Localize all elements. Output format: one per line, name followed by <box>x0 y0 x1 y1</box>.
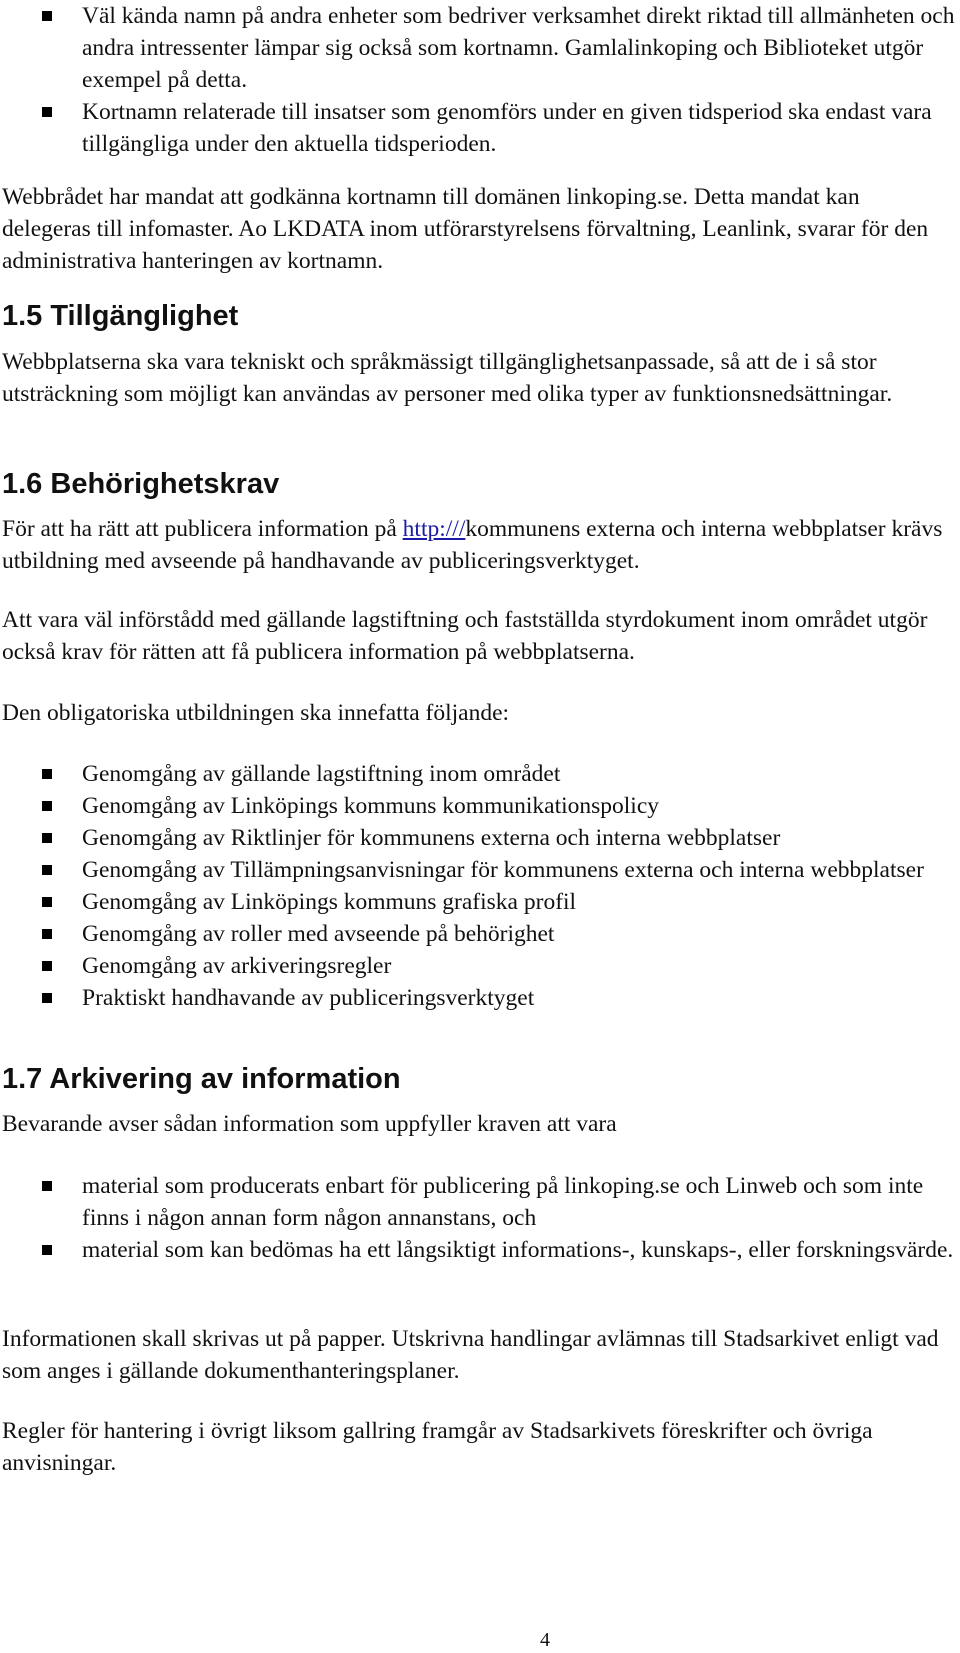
square-bullet-icon <box>42 993 52 1003</box>
list-item: Praktiskt handhavande av publiceringsverktyget <box>0 982 960 1014</box>
section-heading-1-6: 1.6 Behörighetskrav <box>2 468 280 500</box>
intro-bullet-list <box>0 0 960 160</box>
list-item: material som producerats enbart för publicering på linkoping.se och Linweb och som inte finns i någon annan form någon annanstans, och <box>0 1170 960 1234</box>
list-item: Genomgång av roller med avseende på behörighet <box>0 918 960 950</box>
training-bullet-list <box>0 758 960 1014</box>
square-bullet-icon <box>42 1245 52 1255</box>
section-1-6-paragraph-2: Att vara väl införstådd med gällande lagstiftning och fastställda styrdokument inom området utgör också krav för rätten att få publicera information på webbplatserna. <box>2 607 928 665</box>
square-bullet-icon <box>42 1181 52 1191</box>
list-item: Väl kända namn på andra enheter som bedriver verksamhet direkt riktad till allmänheten och andra intressenter lämpar sig också som kortnamn. Gamlalinkoping och Biblioteket utgör exempel på detta. <box>0 0 960 96</box>
section-1-7-paragraph-3: Regler för hantering i övrigt liksom gallring framgår av Stadsarkivets föreskrifter och övriga anvisningar. <box>2 1418 873 1476</box>
list-item: Genomgång av Linköpings kommuns kommunikationspolicy <box>0 790 960 822</box>
list-item: Genomgång av arkiveringsregler <box>0 950 960 982</box>
list-item: Genomgång av gällande lagstiftning inom området <box>0 758 960 790</box>
list-item: Kortnamn relaterade till insatser som genomförs under en given tidsperiod ska endast vara tillgängliga under den aktuella tidsperioden. <box>0 96 960 160</box>
square-bullet-icon <box>42 833 52 843</box>
section-heading-1-5: 1.5 Tillgänglighet <box>2 300 239 332</box>
list-item: material som kan bedömas ha ett långsiktigt informations-, kunskaps-, eller forskningsvärde. <box>0 1234 960 1266</box>
section-1-6-paragraph-3: Den obligatoriska utbildningen ska innefatta följande: <box>2 700 510 726</box>
section-heading-1-7: 1.7 Arkivering av information <box>2 1063 401 1095</box>
section-1-6-paragraph-1: För att ha rätt att publicera information på http:///kommunens externa och interna webbplatser krävs utbildning med avseende på handhavande av publiceringsverktyget. <box>2 516 943 574</box>
section-1-5-paragraph: Webbplatserna ska vara tekniskt och språkmässigt tillgänglighetsanpassade, så att de i så stor utsträckning som möjligt kan användas av personer med olika typer av funktionsnedsättningar. <box>2 349 893 407</box>
list-item: Genomgång av Linköpings kommuns grafiska profil <box>0 886 960 918</box>
square-bullet-icon <box>42 865 52 875</box>
link[interactable]: http:/// <box>402 516 466 542</box>
list-item: Genomgång av Tillämpningsanvisningar för kommunens externa och interna webbplatser <box>0 854 960 886</box>
webbradet-paragraph: Webbrådet har mandat att godkänna kortnamn till domänen linkoping.se. Detta mandat kan delegeras till infomaster. Ao LKDATA inom utförarstyrelsens förvaltning, Leanlink, svarar för den administrativa hanteringen av kortnamn. <box>2 184 929 274</box>
square-bullet-icon <box>42 929 52 939</box>
archive-bullet-list <box>0 1170 960 1266</box>
section-1-7-intro: Bevarande avser sådan information som uppfyller kraven att vara <box>2 1111 617 1137</box>
square-bullet-icon <box>42 961 52 971</box>
page-number: 4 <box>540 1629 550 1651</box>
section-1-7-paragraph-2: Informationen skall skrivas ut på papper. Utskrivna handlingar avlämnas till Stadsarkivet enligt vad som anges i gällande dokumenthanteringsplaner. <box>2 1326 939 1384</box>
square-bullet-icon <box>42 801 52 811</box>
square-bullet-icon <box>42 11 52 21</box>
square-bullet-icon <box>42 897 52 907</box>
square-bullet-icon <box>42 769 52 779</box>
list-item: Genomgång av Riktlinjer för kommunens externa och interna webbplatser <box>0 822 960 854</box>
square-bullet-icon <box>42 107 52 117</box>
